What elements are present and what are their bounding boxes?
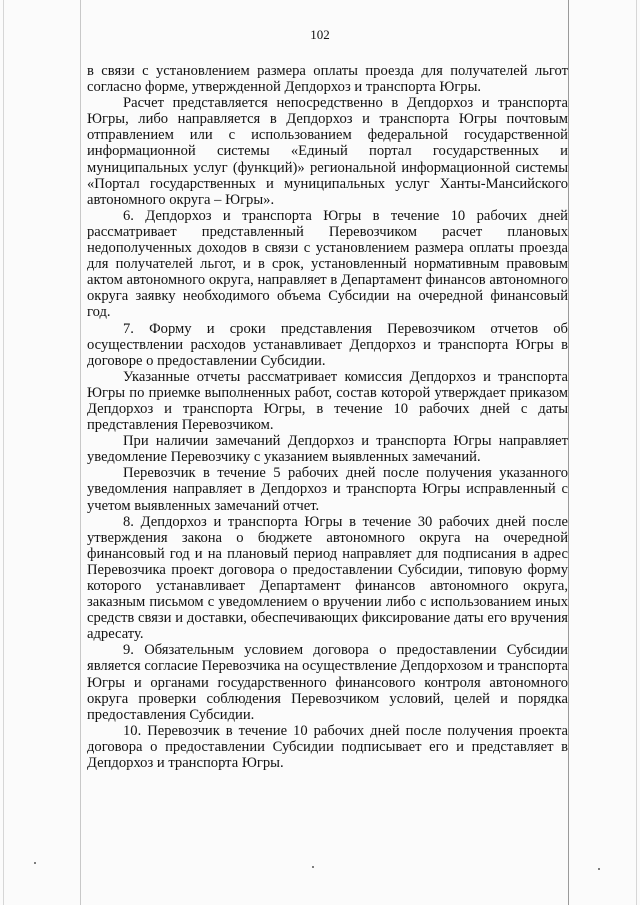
scan-margin-line-left bbox=[80, 0, 81, 905]
paragraph-7: 8. Депдорхоз и транспорта Югры в течение 30 рабочих дней после утверждения закона о бюджете автономного округа на очередной финансовый год и на плановый период направляет для подписания в адрес Перевозчика проект договора о предоставлении Субсидии, типовую форму которого устанавливает Департамент финансов автономного округа, заказным письмом с уведомлением о вручении либо с использованием иных средств связи и доставки, обеспечивающих фиксирование даты его вручения адресату. bbox=[87, 513, 568, 643]
scan-edge-right bbox=[636, 0, 637, 905]
document-body bbox=[87, 63, 568, 771]
paragraph-2: 6. Депдорхоз и транспорта Югры в течение 10 рабочих дней рассматривает представленный Перевозчиком расчет плановых недополученных доходов в связи с установлением размера оплаты проезда для получателей льгот, и в срок, установленный нормативным правовым актом автономного округа, направляет в Департамент финансов автономного округа заявку необходимого объема Субсидии на очередной финансовый год. bbox=[87, 207, 568, 321]
paragraph-6: Перевозчик в течение 5 рабочих дней после получения указанного уведомления направляет в Депдорхоз и транспорта Югры исправленный с учетом выявленных замечаний отчет. bbox=[87, 465, 568, 514]
page-number: 102 bbox=[310, 27, 330, 42]
paragraph-3: 7. Форму и сроки представления Перевозчиком отчетов об осуществлении расходов устанавливает Депдорхоз и транспорта Югры в договоре о предоставлении Субсидии. bbox=[87, 320, 568, 369]
paragraph-0: в связи с установлением размера оплаты проезда для получателей льгот согласно форме, утвержденной Депдорхоз и транспорта Югры. bbox=[87, 63, 568, 96]
scan-speck bbox=[312, 866, 314, 868]
paragraph-8: 9. Обязательным условием договора о предоставлении Субсидии является согласие Перевозчика на осуществление Депдорхозом и транспорта Югры и органами государственного финансового контроля автономного округа проверки соблюдения Перевозчиком условий, целей и порядка предоставления Субсидии. bbox=[87, 642, 568, 723]
scan-edge-left bbox=[3, 0, 4, 905]
paragraph-1: Расчет представляется непосредственно в Депдорхоз и транспорта Югры, либо направляется в Депдорхоз и транспорта Югры почтовым отправлением или с использованием федеральной государственной информационной системы «Единый портал государственных и муниципальных услуг (функций)» региональной информационной системы «Портал государственных и муниципальных услуг Ханты-Мансийского автономного округа – Югры». bbox=[87, 95, 568, 208]
paragraph-9: 10. Перевозчик в течение 10 рабочих дней после получения проекта договора о предоставлении Субсидии подписывает его и представляет в Депдорхоз и транспорта Югры. bbox=[87, 722, 568, 772]
scan-margin-line-right bbox=[568, 0, 569, 905]
paragraph-5: При наличии замечаний Депдорхоз и транспорта Югры направляет уведомление Перевозчику с указанием выявленных замечаний. bbox=[87, 433, 568, 466]
paragraph-4: Указанные отчеты рассматривает комиссия Депдорхоз и транспорта Югры по приемке выполненных работ, состав которой утверждает приказом Депдорхоз и транспорта Югры, в течение 10 рабочих дней с даты представления Перевозчиком. bbox=[87, 368, 568, 434]
scan-speck bbox=[34, 862, 36, 864]
scan-speck bbox=[598, 868, 600, 870]
